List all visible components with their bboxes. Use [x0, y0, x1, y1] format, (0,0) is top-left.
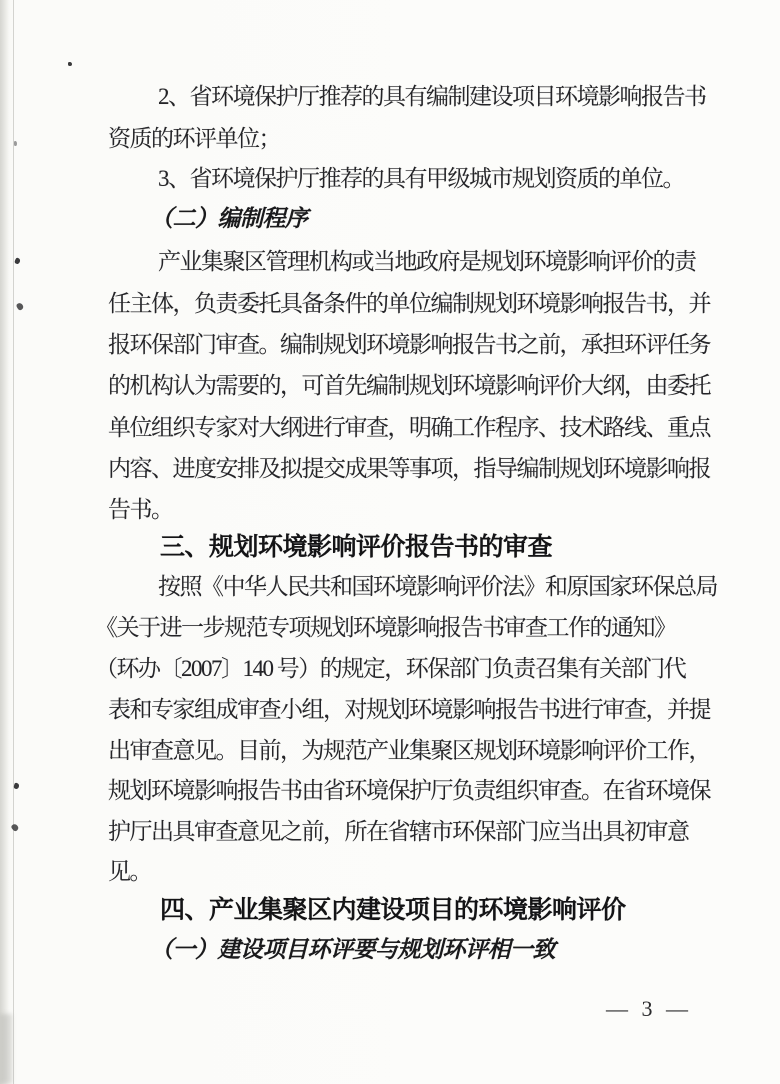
subsection-heading: （一）建设项目环评要与规划环评相一致: [150, 937, 555, 962]
ink-speck: [68, 62, 72, 66]
ink-speck: [14, 141, 17, 146]
paragraph-line: 规划环境影响报告书由省环境保护厅负责组织审查。在省环境保: [108, 778, 710, 803]
section-heading: 三、规划环境影响评价报告书的审查: [160, 533, 553, 561]
section-heading: 四、产业集聚区内建设项目的环境影响评价: [160, 896, 626, 924]
paragraph-line: 护厅出具审查意见之前，所在省辖市环保部门应当出具初审意: [108, 819, 689, 844]
paragraph-line: 告书。: [108, 497, 173, 522]
paragraph-line: 《关于进一步规范专项规划环境影响报告书审查工作的通知》: [95, 615, 676, 640]
scan-corner-shadow: [0, 1014, 12, 1084]
subsection-heading: （二）编制程序: [150, 206, 308, 231]
paragraph-line: 按照《中华人民共和国环境影响评价法》和原国家环保总局: [158, 574, 717, 599]
paragraph-line: 内容、进度安排及拟提交成果等事项，指导编制规划环境影响报: [108, 456, 710, 481]
list-item-line: 2、省环境保护厅推荐的具有编制建设项目环境影响报告书: [158, 84, 706, 109]
paragraph-line: 见。: [108, 859, 151, 884]
scan-fold-line: [13, 0, 14, 1084]
paragraph-line: 出审查意见。目前，为规范产业集聚区规划环境影响评价工作，: [108, 738, 710, 763]
paragraph-line: 表和专家组成审查小组，对规划环境影响报告书进行审查，并提: [108, 697, 710, 722]
ink-speck: [16, 302, 25, 311]
paragraph-line: 的机构认为需要的，可首先编制规划环境影响评价大纲，由委托: [108, 373, 710, 398]
page-number: — 3 —: [606, 996, 692, 1021]
paragraph-line: 单位组织专家对大纲进行审查，明确工作程序、技术路线、重点: [108, 415, 710, 440]
ink-speck: [10, 823, 19, 832]
paragraph-line: （环办〔2007〕140 号）的规定，环保部门负责召集有关部门代: [95, 656, 686, 681]
paragraph-line: 产业集聚区管理机构或当地政府是规划环境影响评价的责: [158, 249, 696, 274]
list-item-line: 资质的环评单位；: [108, 126, 280, 151]
scan-edge-shadow: [0, 0, 9, 1084]
ink-speck: [13, 782, 19, 789]
paragraph-line: 报环保部门审查。编制规划环境影响报告书之前，承担环评任务: [108, 332, 710, 357]
paragraph-line: 任主体，负责委托具备条件的单位编制规划环境影响报告书，并: [108, 291, 710, 316]
ink-speck: [14, 257, 21, 265]
list-item-line: 3、省环境保护厅推荐的具有甲级城市规划资质的单位。: [158, 166, 684, 191]
